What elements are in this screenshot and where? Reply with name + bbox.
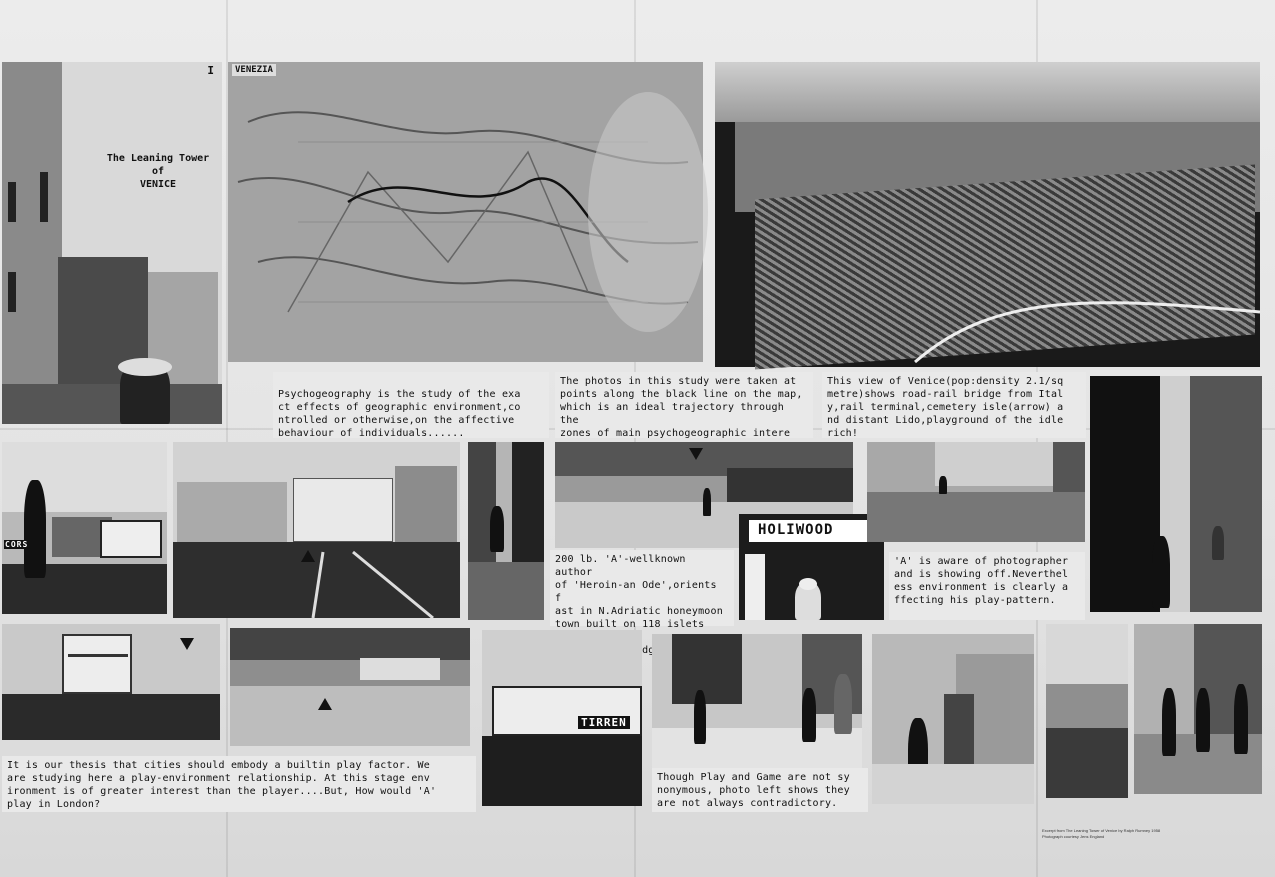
arrow-marker-icon bbox=[301, 550, 315, 562]
market-photo bbox=[230, 628, 470, 746]
map-label: VENEZIA bbox=[232, 64, 276, 76]
caption-author-note: 200 lb. 'A'-wellknown author of 'Heroin-an Ode',orients f ast in N.Adriatic honeymoon town built on 118 islets bridges. bbox=[550, 550, 734, 626]
tirrenia-sign-text: TIRREN bbox=[578, 716, 630, 729]
street-people-photo bbox=[1134, 624, 1262, 794]
map-drawing bbox=[228, 62, 703, 362]
aerial-view-photo bbox=[715, 62, 1260, 367]
credit-text: Excerpt from The Leaning Tower of Venice by Ralph Rumney 1958 Photograph courtesy Jens England bbox=[1042, 828, 1161, 839]
caption-play-game: Though Play and Game are not sy nonymous, photo left shows they are not always contradictory. bbox=[652, 768, 868, 812]
square-photo bbox=[867, 442, 1085, 542]
psychogeography-text: Psychogeography is the study of the exa ct effects of geographic environment,co ntrolled or otherwise,on the affective behaviour of individuals...... bbox=[278, 389, 521, 439]
cors-sign-text: CORS bbox=[5, 540, 29, 549]
page-number: I bbox=[207, 64, 214, 77]
modern-buildings-photo bbox=[173, 442, 460, 618]
arrow-marker-icon bbox=[318, 698, 332, 710]
bridge-line bbox=[715, 62, 1260, 367]
monument-photo bbox=[872, 634, 1034, 804]
play-game-photo bbox=[652, 634, 862, 768]
church-bridge-photo bbox=[2, 624, 220, 740]
holiwood-sign-text: HOLIWOOD bbox=[758, 522, 834, 538]
alley-photo bbox=[468, 442, 544, 620]
holiwood-sign-photo bbox=[739, 514, 884, 620]
road-lines bbox=[173, 442, 460, 618]
caption-venice-view: This view of Venice(pop:density 2.1/sq metre)shows road-rail bridge from Ital y,rail terminal,cemetery isle(arrow) a nd distant Lido,playground of the idle rich! bbox=[822, 372, 1086, 438]
tirrenia-photo bbox=[482, 630, 642, 806]
caption-photos-note: The photos in this study were taken at points along the black line on the map, which is an ideal trajectory through the zones of main psychogeographic intere bbox=[555, 372, 813, 438]
poster-title bbox=[98, 152, 218, 191]
title-line-3: VENICE bbox=[139, 179, 177, 190]
venice-map bbox=[228, 62, 703, 362]
arcade-photo bbox=[1046, 624, 1128, 798]
caption-photographer-note: 'A' is aware of photographer and is showing off.Neverthel ess environment is clearly a ffecting his play-pattern. bbox=[889, 552, 1085, 620]
title-line-2: of bbox=[151, 166, 165, 177]
caption-psychogeography bbox=[273, 372, 549, 438]
arrow-marker-icon bbox=[689, 448, 703, 460]
arrow-marker-icon bbox=[180, 638, 194, 650]
billboard-photo bbox=[2, 442, 167, 614]
caption-thesis: It is our thesis that cities should embody a builtin play factor. We are studying here a play-environment relationship. At this stage env ironment is of greater interest than the player....But, How would 'A' play in London? bbox=[2, 756, 476, 812]
title-photo bbox=[2, 62, 222, 424]
title-line-1: The Leaning Tower bbox=[106, 153, 210, 164]
street-corner-photo bbox=[1090, 376, 1262, 612]
